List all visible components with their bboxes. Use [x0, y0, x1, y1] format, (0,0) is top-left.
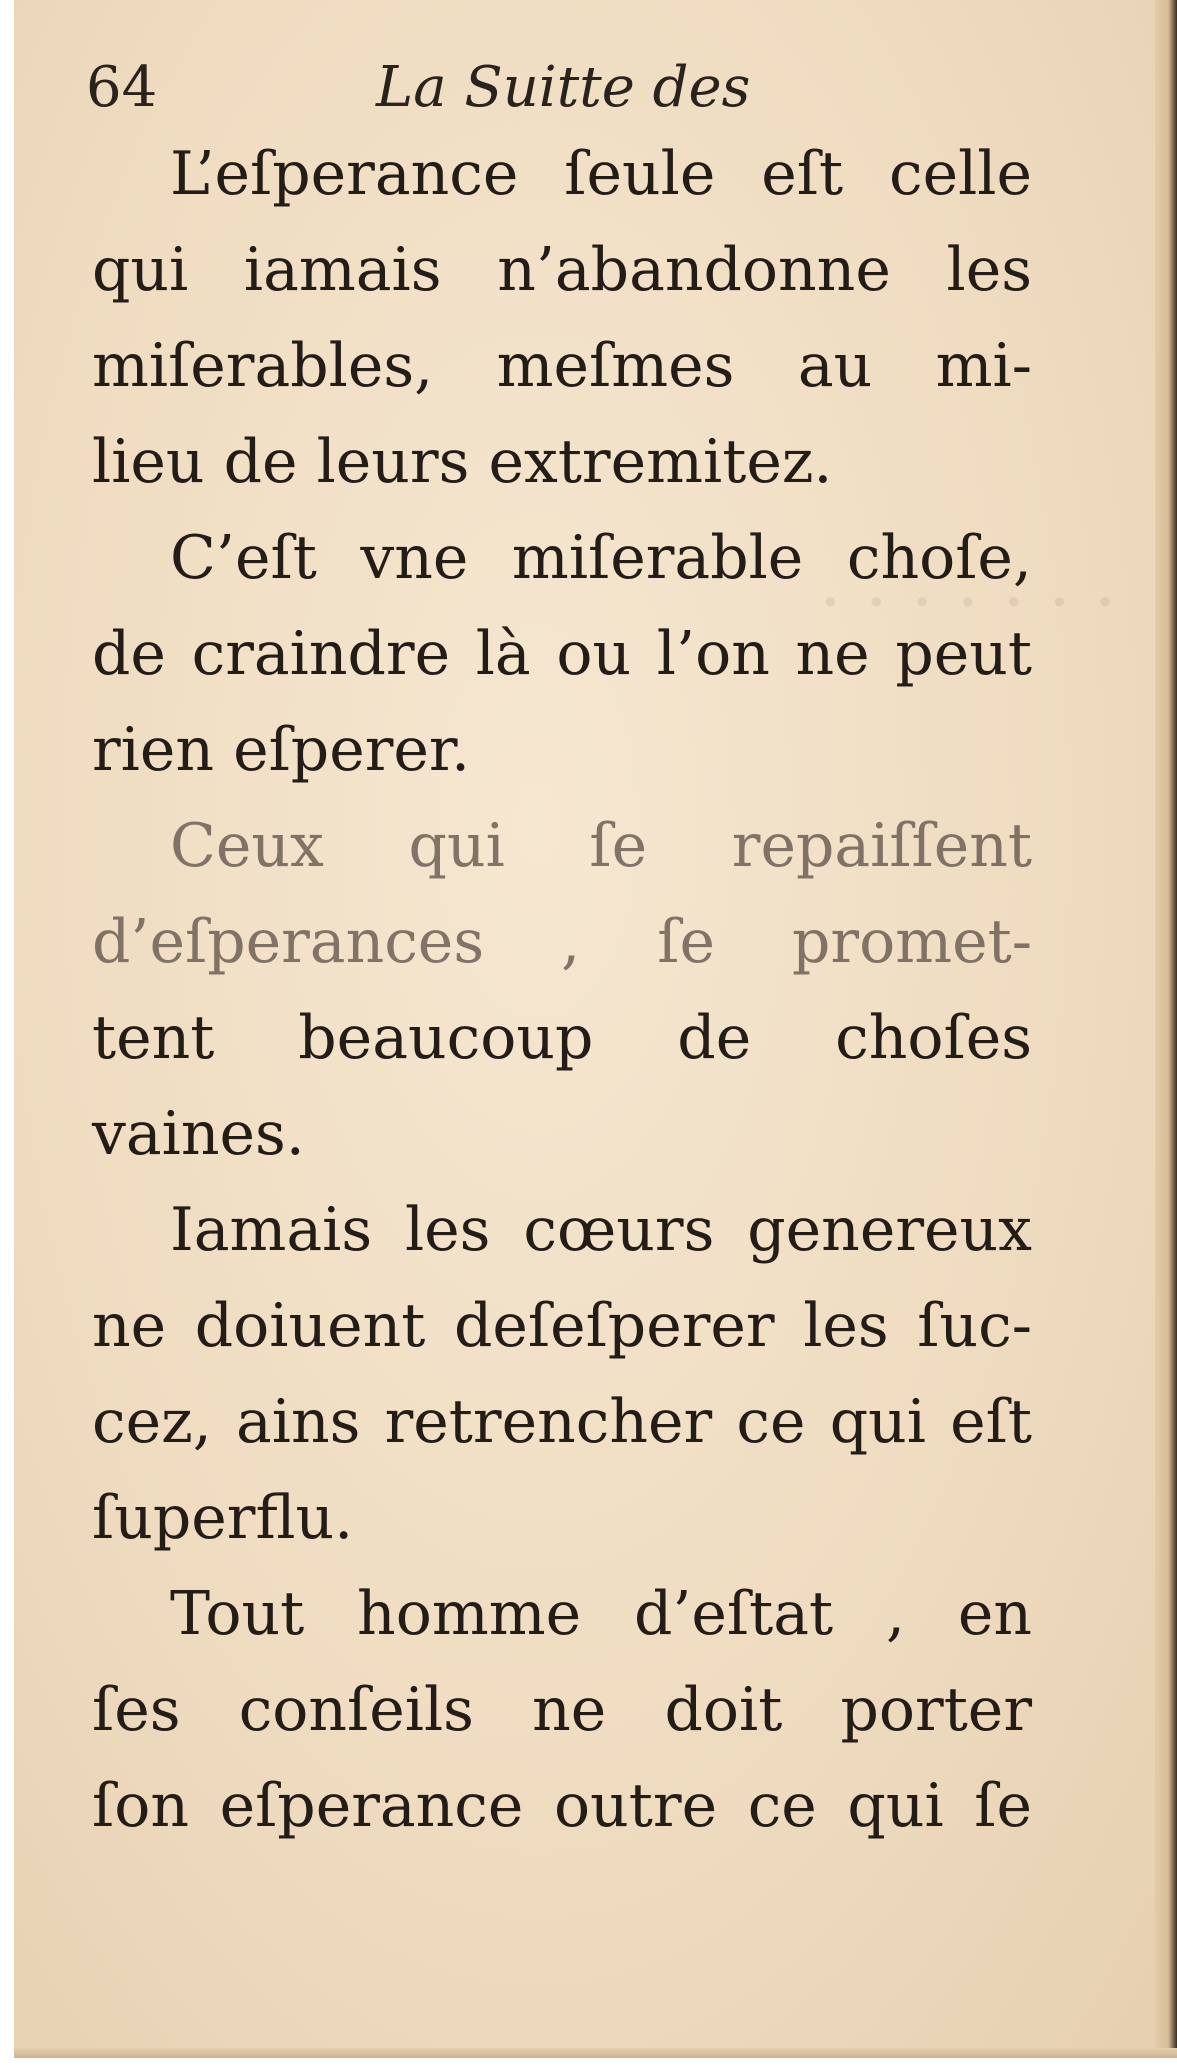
running-title: La Suitte des	[376, 55, 751, 120]
text-line: vaines.	[92, 1099, 305, 1169]
body-text	[92, 126, 1032, 1854]
page-edge	[1155, 0, 1177, 2058]
text-line: d’eſperances , ſe promet-	[92, 907, 1032, 977]
text-line: C’eſt vne miſerable choſe,	[170, 523, 1032, 593]
page-header	[86, 48, 1086, 128]
text-line: cez, ains retrencher ce qui eſt	[92, 1387, 1032, 1457]
text-line: Ceux qui ſe repaiſſent	[170, 811, 1032, 881]
text-line: ſuperflu.	[92, 1483, 354, 1553]
text-line: ſes conſeils ne doit porter	[92, 1675, 1032, 1745]
text-line: tent beaucoup de choſes	[92, 1003, 1032, 1073]
book-page	[14, 0, 1177, 2058]
text-line: qui iamais n’abandonne les	[92, 235, 1032, 305]
text-line: ne doiuent deſeſperer les ſuc-	[92, 1291, 1032, 1361]
text-line: miſerables, meſmes au mi-	[92, 331, 1032, 401]
text-line: de craindre là ou l’on ne peut	[92, 619, 1032, 689]
text-line: lieu de leurs extremitez.	[92, 427, 833, 497]
text-line: Iamais les cœurs genereux	[170, 1195, 1032, 1265]
page-number: 64	[86, 55, 158, 120]
text-line: rien eſperer.	[92, 715, 471, 785]
bleed-through-text: · · · · · · ·	[819, 560, 1117, 644]
text-line: ſon eſperance outre ce qui ſe	[92, 1771, 1032, 1841]
page-bottom-edge	[14, 2048, 1177, 2058]
text-line: Tout homme d’eſtat , en	[170, 1579, 1032, 1649]
text-line: L’eſperance ſeule eſt celle	[170, 139, 1032, 209]
